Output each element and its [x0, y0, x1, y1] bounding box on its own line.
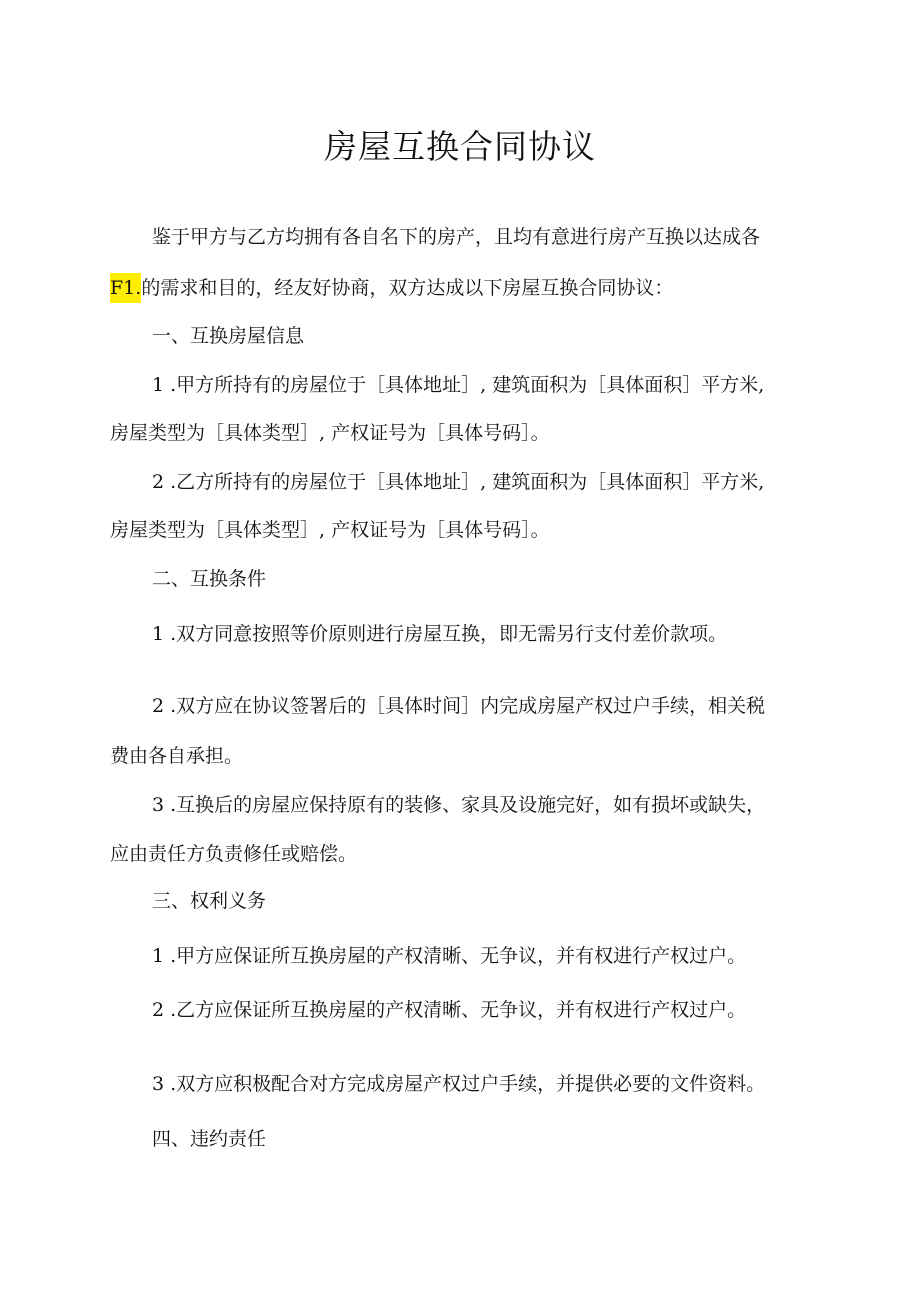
intro-line-1: 鉴于甲方与乙方均拥有各自名下的房产，且均有意进行房产互换以达成各 — [152, 226, 761, 248]
section-1-item-2-line-1: 2 .乙方所持有的房屋位于［具体地址］, 建筑面积为［具体面积］平方米, — [152, 471, 765, 493]
section-2-heading: 二、互换条件 — [152, 568, 267, 590]
section-2-item-2-line-2: 费由各自承担。 — [110, 745, 244, 767]
intro-line-2-text: 的需求和目的，经友好协商，双方达成以下房屋互换合同协议： — [141, 277, 674, 299]
section-3-item-1: 1 .甲方应保证所互换房屋的产权清晰、无争议，并有权进行产权过户。 — [152, 945, 747, 967]
section-1-item-2-line-2: 房屋类型为［具体类型］, 产权证号为［具体号码］。 — [110, 519, 550, 541]
document-title: 房屋互换合同协议 — [324, 127, 596, 166]
section-1-heading: 一、互换房屋信息 — [152, 325, 305, 347]
section-2-item-3-line-2: 应由责任方负责修任或赔偿。 — [110, 843, 358, 865]
highlighted-marker: F1. — [110, 273, 141, 303]
section-2-item-2-line-1: 2 .双方应在协议签署后的［具体时间］内完成房屋产权过户手续，相关税 — [152, 695, 766, 717]
section-4-heading: 四、违约责任 — [152, 1128, 267, 1150]
intro-line-2 — [110, 273, 673, 303]
section-3-heading: 三、权利义务 — [152, 890, 267, 912]
section-1-item-1-line-1: 1 .甲方所持有的房屋位于［具体地址］, 建筑面积为［具体面积］平方米, — [152, 374, 765, 396]
section-2-item-3-line-1: 3 .互换后的房屋应保持原有的装修、家具及设施完好，如有损坏或缺失， — [152, 794, 766, 816]
section-3-item-3: 3 .双方应积极配合对方完成房屋产权过户手续，并提供必要的文件资料。 — [152, 1073, 766, 1095]
section-3-item-2: 2 .乙方应保证所互换房屋的产权清晰、无争议，并有权进行产权过户。 — [152, 999, 747, 1021]
section-2-item-1: 1 .双方同意按照等价原则进行房屋互换，即无需另行支付差价款项。 — [152, 623, 728, 645]
section-1-item-1-line-2: 房屋类型为［具体类型］, 产权证号为［具体号码］。 — [110, 422, 550, 444]
